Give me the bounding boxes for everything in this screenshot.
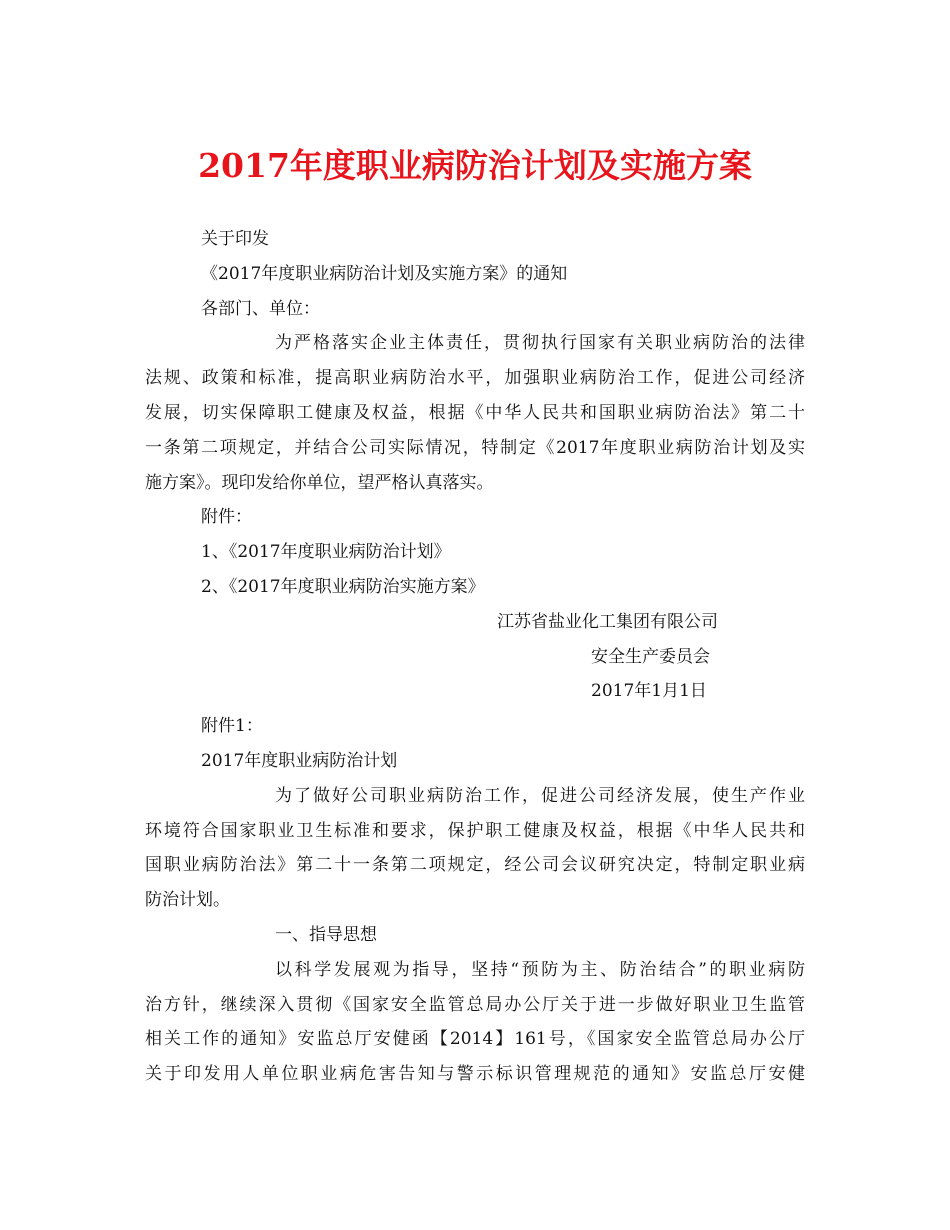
document-body: [145, 222, 805, 1092]
text-line: 2017年度职业病防治计划: [201, 750, 398, 771]
text-line: 《2017年度职业病防治计划及实施方案》的通知: [201, 263, 568, 284]
text-line: 附件1：: [201, 716, 263, 737]
text-line: 治方针，继续深入贯彻《国家安全监管总局办公厅关于进一步做好职业卫生监管: [145, 994, 805, 1015]
text-line: 法规、政策和标准，提高职业病防治水平，加强职业病防治工作，促进公司经济: [145, 368, 805, 389]
text-line: 发展，切实保障职工健康及权益，根据《中华人民共和国职业病防治法》第二十: [145, 402, 805, 423]
text-line: 1、《2017年度职业病防治计划》: [201, 542, 451, 563]
text-line: 国职业病防治法》第二十一条第二项规定，经公司会议研究决定，特制定职业病: [145, 855, 805, 876]
text-line: 以科学发展观为指导，坚持“预防为主、防治结合”的职业病防: [275, 959, 805, 980]
text-line: 环境符合国家职业卫生标准和要求，保护职工健康及权益，根据《中华人民共和: [145, 820, 805, 841]
text-line: 一、指导思想: [275, 924, 377, 945]
document-title: 2017年度职业病防治计划及实施方案: [198, 146, 752, 185]
text-line: 相关工作的通知》安监总厅安健函【2014】161号，《国家安全监管总局办公厅: [145, 1029, 805, 1050]
text-line: 附件：: [201, 507, 252, 528]
text-line: 关于印发: [201, 229, 269, 249]
text-line: 防治计划。: [145, 890, 230, 911]
text-line: 江苏省盐业化工集团有限公司: [497, 611, 718, 632]
text-line: 2、《2017年度职业病防治实施方案》: [201, 576, 485, 597]
text-line: 关于印发用人单位职业病危害告知与警示标识管理规范的通知》安监总厅安健: [145, 1064, 805, 1085]
text-line: 施方案》。现印发给你单位，望严格认真落实。: [145, 472, 494, 493]
text-line: 为严格落实企业主体责任，贯彻执行国家有关职业病防治的法律: [275, 333, 805, 354]
text-line: 一条第二项规定，并结合公司实际情况，特制定《2017年度职业病防治计划及实: [145, 437, 805, 458]
text-line: 各部门、单位：: [201, 298, 320, 319]
text-line: 2017年1月1日: [591, 681, 707, 702]
text-line: 为了做好公司职业病防治工作，促进公司经济发展，使生产作业: [275, 785, 805, 806]
text-line: 安全生产委员会: [591, 646, 710, 667]
